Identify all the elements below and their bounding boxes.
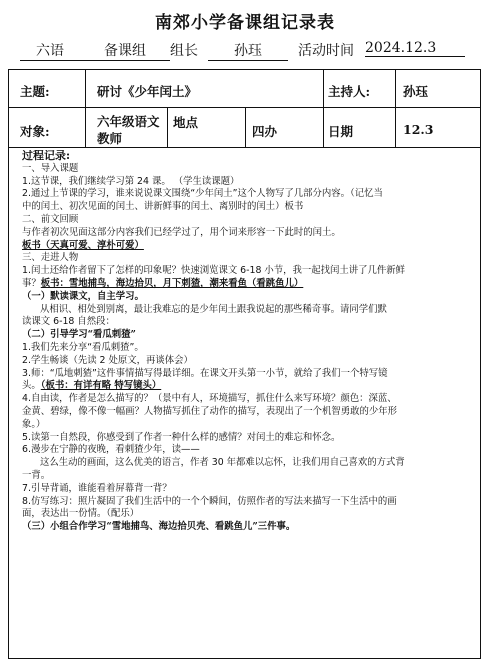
col-divider <box>323 70 324 147</box>
record-line: 中的闰土、初次见面的闰土、讲新鲜事的闰土、离别时的闰土）板书 <box>22 201 304 213</box>
record-line: 3.师：“瓜地刺猹”这件事情描写得最详细。在课文开头第一小节，就给了我们一个特写镜 <box>22 367 388 379</box>
section-heading: 三、走进人物 <box>22 252 79 264</box>
process-record <box>22 150 474 534</box>
date-label: 活动时间 <box>298 43 354 59</box>
topic-label: 主题: <box>20 84 50 99</box>
record-line: 1.闰土还给作者留下了怎样的印象呢？快速浏览课文 6-18 小节，我一起找闰土讲了几件新鲜 <box>22 265 406 277</box>
record-line: 象。） <box>22 418 46 430</box>
record-line: 6.漫步在宁静的夜晚，看刺猹少年，读—— <box>22 444 200 456</box>
date-cell-label: 日期 <box>328 124 354 139</box>
audience-value-line1: 六年级语文 <box>97 114 160 129</box>
col-divider <box>85 70 86 147</box>
host-value: 孙珏 <box>403 84 429 99</box>
board-note: 板书：雪地捕鸟，海边拾贝，月下刺猹，潮来看鱼（看跳鱼儿） <box>40 277 304 289</box>
record-line: 1.我们先来分享“看瓜刺猹”。 <box>22 341 144 353</box>
record-line: 4.自由读，作者是怎么描写的？（景中有人，环境描写，抓住什么来写环境？颜色：深蓝、 <box>22 393 397 405</box>
row-divider <box>9 147 480 148</box>
col-divider <box>395 70 396 147</box>
subsection-heading: （三）小组合作学习“雪地捕鸟、海边拾贝壳、看跳鱼儿”三件事。 <box>22 521 296 533</box>
record-heading: 过程记录: <box>22 150 71 162</box>
topic-value: 研讨《少年闰土》 <box>97 84 198 99</box>
col-divider <box>245 107 246 147</box>
section-heading: 一、导入课题 <box>22 162 79 174</box>
record-line: 从相识、相处到别离，最让我难忘的是少年闰土跟我说起的那些稀奇事。请同学们默 <box>40 303 387 315</box>
record-line: 读课文 6-18 自然段： <box>22 316 115 328</box>
record-line: 1.这节课，我们继续学习第 24 课。 （学生读课题） <box>22 175 240 187</box>
record-line: 5.读第一自然段，你感受到了作者一种什么样的感情？对闰土的难忘和怀念。 <box>22 431 341 443</box>
col-divider <box>167 107 168 147</box>
record-line: 面，表达出一份情。（配乐） <box>22 508 140 520</box>
record-line: 7.引导背诵，谁能看着屏幕背一背？ <box>22 482 172 494</box>
record-line <box>22 278 474 291</box>
place-label: 地点 <box>173 115 199 130</box>
record-line: 2.学生畅谈（先读 2 处原文，再谈体会） <box>22 354 193 366</box>
record-text: 头。 <box>22 380 41 392</box>
record-line: 8.仿写练习：照片凝固了我们生活中的一个个瞬间，仿照作者的写法来描写一下生活中的画 <box>22 495 397 507</box>
record-line: 一背。 <box>22 469 51 481</box>
record-line: 这么生动的画面，这么优美的语言，作者 30 年都难以忘怀，让我们用自己喜欢的方式背 <box>40 457 405 469</box>
record-text: 事？ <box>22 277 41 289</box>
group-label: 备课组 <box>80 40 170 61</box>
subject-group: 六语 <box>20 40 80 61</box>
subsection-heading: （二）引导学习“看瓜刺猹” <box>22 329 136 341</box>
audience-value-line2: 教师 <box>97 131 123 146</box>
record-line: 与作者初次见面这部分内容我们已经学过了，用个词来形容一下此时的闰土。 <box>22 226 341 238</box>
section-heading: 二、前文回顾 <box>22 213 79 225</box>
audience-label: 对象: <box>20 124 50 139</box>
board-note: 板书（天真可爱、淳朴可爱） <box>22 239 144 251</box>
place-value: 四办 <box>252 124 278 139</box>
activity-date: 2024.12.3 <box>365 40 465 57</box>
subsection-heading: （一）默读课文，自主学习。 <box>22 290 144 302</box>
board-note: （板书：有详有略 特写镜头） <box>40 380 162 392</box>
date-cell-value: 12.3 <box>403 122 434 137</box>
record-line: 金黄、碧绿，像不像一幅画？人物描写抓住了动作的描写，表现出了一个机智勇敢的少年形 <box>22 405 398 417</box>
record-line <box>22 380 474 393</box>
meta-line <box>20 36 470 58</box>
document-title: 南郊小学备课组记录表 <box>155 13 335 33</box>
host-label: 主持人: <box>328 84 371 99</box>
record-line: 2.通过上节课的学习，谁来说说课文围绕“少年闰土”这个人物写了几部分内容。（记忆当 <box>22 188 383 200</box>
leader-name: 孙珏 <box>208 40 288 61</box>
leader-label: 组长 <box>170 43 198 59</box>
